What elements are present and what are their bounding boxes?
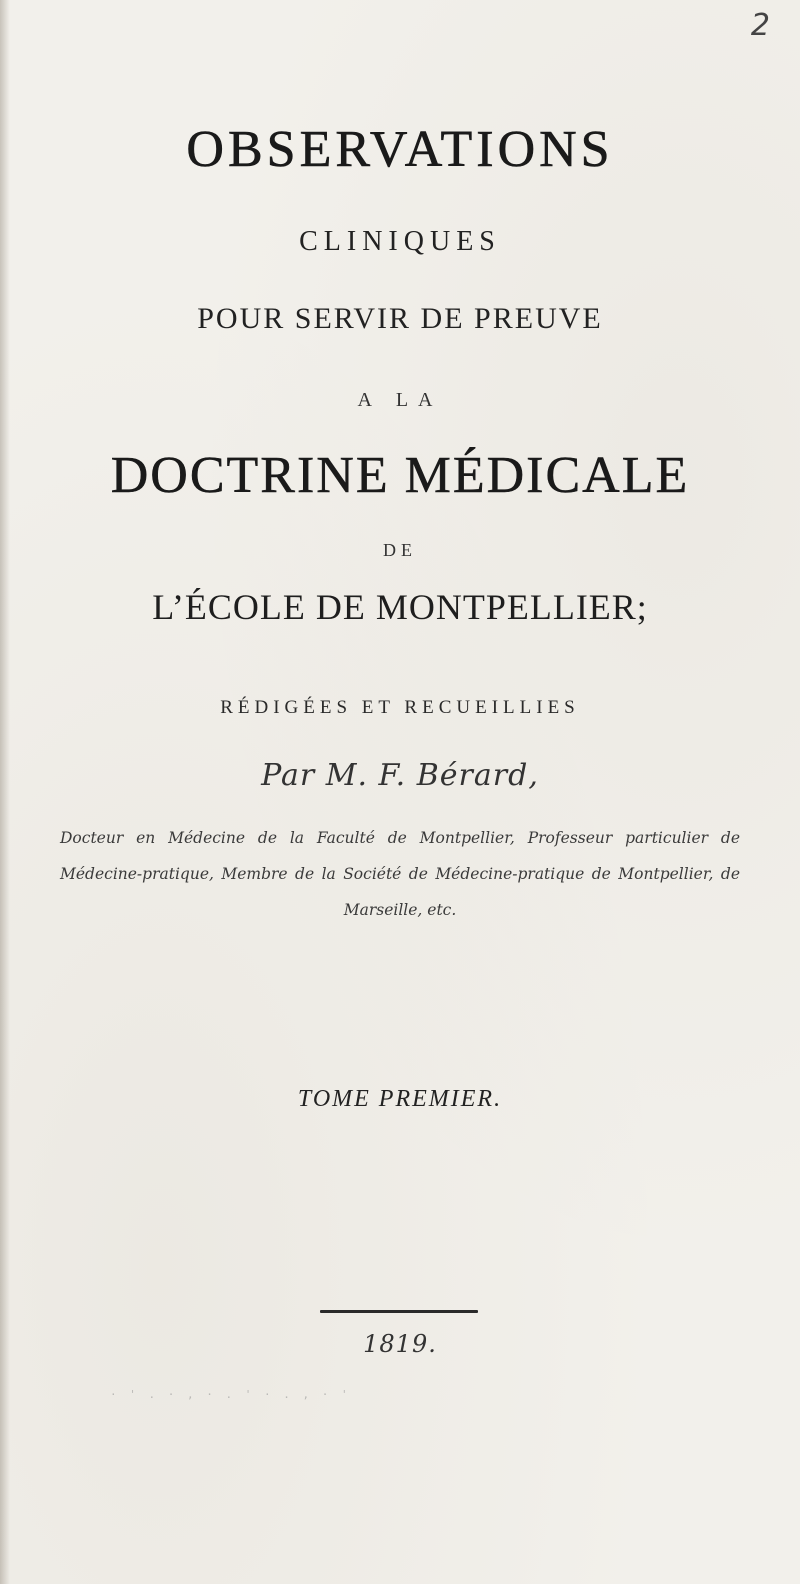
title-a-la: A LA xyxy=(357,389,443,411)
author-credentials: Docteur en Médecine de la Faculté de Montpellier, Professeur particulier de Médecine-pratique, Membre de la Société de Médecine-pratique de Montpellier, de Marseille, etc. xyxy=(60,829,740,919)
page-number: 2 xyxy=(750,8,770,43)
publication-year: 1819. xyxy=(363,1330,437,1358)
title-de: DE xyxy=(383,540,417,560)
title-ecole-montpellier: L’ÉCOLE DE MONTPELLIER; xyxy=(152,587,648,627)
volume-label: TOME PREMIER. xyxy=(297,1086,503,1112)
decorative-rule xyxy=(320,1310,478,1313)
print-specks: · ' . · ‚ · . ' · . ‚ · ' xyxy=(110,1388,351,1401)
title-pour-servir: POUR SERVIR DE PREUVE xyxy=(197,302,603,335)
author-name: Par M. F. Bérard, xyxy=(261,758,539,793)
title-redigees: RÉDIGÉES ET RECUEILLIES xyxy=(220,697,580,718)
title-observations: OBSERVATIONS xyxy=(186,121,614,178)
title-doctrine-medicale: DOCTRINE MÉDICALE xyxy=(110,447,690,504)
title-cliniques: CLINIQUES xyxy=(299,226,501,257)
